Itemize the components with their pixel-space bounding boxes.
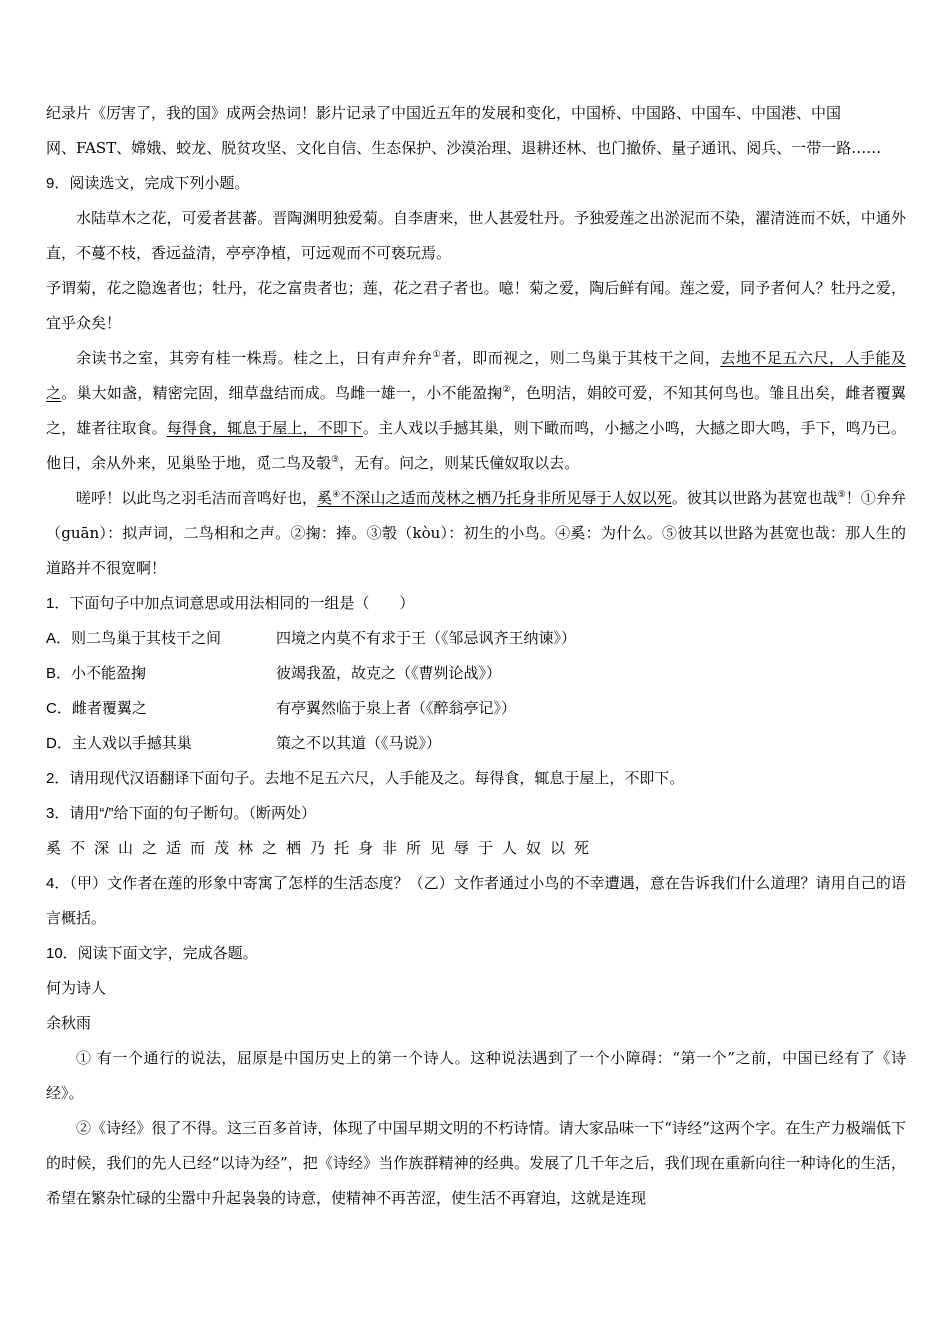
option-d-left: D．主人戏以手撼其巢 [46,735,192,752]
option-d-right: 策之不以其道（《马说》） [276,735,442,752]
yi-text: 余读书之室，其旁有桂一株焉。桂之上，日有声弁弁 [76,349,433,367]
yi-text: ，色明洁，娟皎可爱，不知其何鸟也。雏且出矣，雌者覆翼之，雄者往取食。 [46,384,906,437]
jia-paragraph-1: 水陆草木之花，可爱者甚蕃。晋陶渊明独爱菊。自李唐来，世人甚爱牡丹。予独爱莲之出淤泥而不染，濯清涟而不妖，中通外直，不蔓不枝，香远益清，亭亭净植，可远观而不可亵玩焉。 [46,209,906,262]
intro-line-2: 网、FAST、嫦娥、蛟龙、脱贫攻坚、文化自信、生态保护、沙漠治理、退耕还林、也门撤侨、量子通讯、阅兵、一带一路…… [46,139,882,157]
sub-question-4: 4．（甲）文作者在莲的形象中寄寓了怎样的生活态度？（乙）文作者通过小鸟的不幸遭遇，意在告诉我们什么道理？请用自己的语言概括。 [46,875,906,927]
footnotes-text: ！①弁弁（guān）：拟声词，二鸟相和之声。②掬：捧。③彀（kòu）：初生的小鸟。④奚：为什么。⑤彼其以世路为甚宽也哉：那人生的道路并不很宽啊！ [46,489,906,577]
option-b-right: 彼竭我盈，故克之（《曹刿论战》） [276,665,502,682]
option-c-right: 有亭翼然临于泉上者（《醉翁亭记》） [276,700,517,717]
yi-text: 不深山之适而茂林之栖乃托身非所见辱于人奴以死 [340,489,672,507]
q10-heading: 10．阅读下面文字，完成各题。 [46,945,258,962]
option-b [46,656,906,691]
article-author: 余秋雨 [46,1015,92,1032]
footnote-mark: ⑤ [837,490,846,500]
underlined-sentence-2: 每得食，辄息于屋上，不即下 [166,419,363,437]
q9-heading: 9．阅读选文，完成下列小题。 [46,175,250,192]
article-paragraph-1: ① 有一个通行的说法，屈原是中国历史上的第一个诗人。这种说法遇到了一个小障碍：“第一个”之前，中国已经有了《诗经》。 [46,1049,906,1102]
yi-text: 者，即而视之，则二鸟巢于其枝干之间， [441,349,721,367]
sub-question-3-sentence: 奚不深山之适而茂林之栖乃托身非所见辱于人奴以死 [46,840,599,857]
option-c-left: C．雌者覆翼之 [46,700,147,717]
sub-question-1-stem: 1．下面句子中加点词意思或用法相同的一组是（ ） [46,595,415,612]
intro-paragraph [46,96,906,166]
underlined-sentence-3 [317,489,672,507]
footnote-mark: ② [502,385,511,395]
yi-text: 。彼其以世路为甚宽也哉 [671,489,838,507]
footnote-mark: ③ [331,455,340,465]
yi-text: 嗟呼！以此鸟之羽毛洁而音鸣好也， [76,489,318,507]
yi-paragraph-2 [46,481,906,586]
yi-text: ，无有。问之，则某氏僮奴取以去。 [339,454,580,472]
underlined-sentence-1: 去地不足五六尺，人手能及之 [46,349,906,402]
option-c [46,691,906,726]
sub-question-3-stem: 3．请用“/”给下面的句子断句。（断两处） [46,805,317,822]
option-a [46,621,906,656]
jia-paragraph-2: 予谓菊，花之隐逸者也；牡丹，花之富贵者也；莲，花之君子者也。噫！菊之爱，陶后鲜有闻。莲之爱，同予者何人？牡丹之爱，宜乎众矣！ [46,279,906,332]
article-paragraph-2: ②《诗经》很了不得。这三百多首诗，体现了中国早期文明的不朽诗情。请大家品味一下“诗经”这两个字。在生产力极端低下的时候，我们的先人已经“以诗为经”，把《诗经》当作族群精神的经典。发展了几千年之后，我们现在重新向往一种诗化的生活，希望在繁杂忙碌的尘嚣中升起袅袅的诗意，使精神不再苦涩，使生活不再窘迫，这就是连现 [46,1119,906,1207]
yi-text: 奚 [317,489,333,507]
yi-paragraph-1 [46,341,906,481]
yi-text: 。主人戏以手撼其巢，则下瞰而鸣，小撼之小鸣，大撼之即大鸣，手下，鸣乃已。他日，余从外来，见巢坠于地，觅二鸟及彀 [46,419,906,472]
article-title: 何为诗人 [46,980,107,997]
footnote-mark: ① [432,350,442,360]
sub-question-2: 2．请用现代汉语翻译下面句子。去地不足五六尺，人手能及之。每得食，辄息于屋上，不即下。 [46,770,685,787]
option-a-right: 四境之内莫不有求于王（《邹忌讽齐王纳谏》） [276,630,577,647]
yi-text: 。巢大如盏，精密完固，细草盘结而成。鸟雌一雄一，小不能盈掬 [61,384,503,402]
document-page [46,96,906,1216]
option-a-left: A．则二鸟巢于其枝干之间 [46,630,222,647]
option-b-left: B．小不能盈掬 [46,665,147,682]
intro-line-1: 纪录片《厉害了，我的国》成两会热词！影片记录了中国近五年的发展和变化，中国桥、中国路、中国车、中国港、中国 [46,104,842,122]
footnote-mark: ④ [332,490,341,500]
option-d [46,726,906,761]
